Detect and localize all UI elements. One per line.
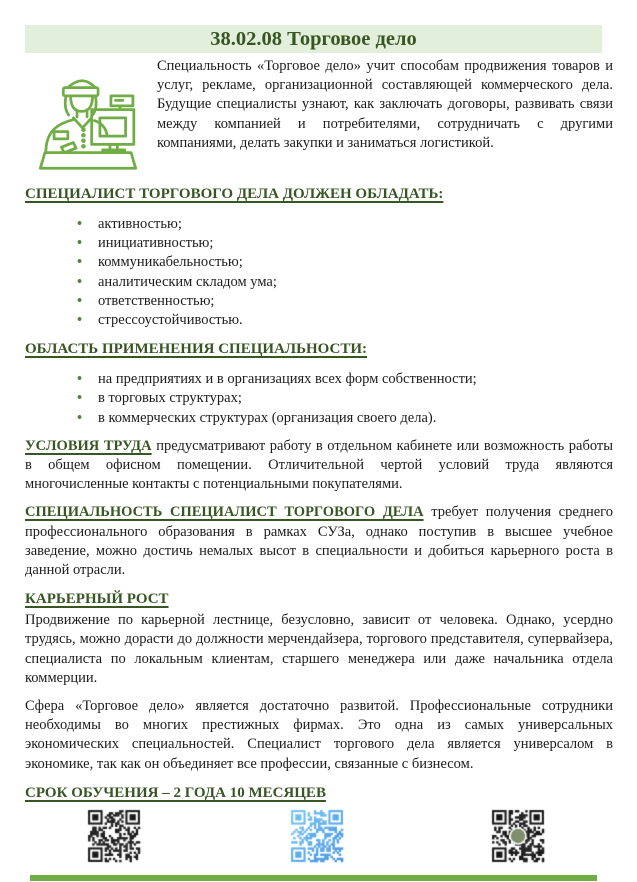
heading-qualities: СПЕЦИАЛИСТ ТОРГОВОГО ДЕЛА ДОЛЖЕН ОБЛАДАТЬ: [25, 186, 444, 202]
heading-career: КАРЬЕРНЫЙ РОСТ [25, 591, 169, 608]
list-item: • в торговых структурах; [98, 389, 613, 408]
heading-scope: ОБЛАСТЬ ПРИМЕНЕНИЯ СПЕЦИАЛЬНОСТИ: [25, 341, 368, 358]
list-item: • аналитическим складом ума; [98, 273, 613, 292]
qualities-list [25, 215, 613, 330]
footer-bar [30, 875, 597, 881]
list-item: • стрессоустойчивостью. [98, 311, 613, 330]
conditions-text: предусматривают работу в отдельном кабинете или возможность работы в общем офисном помещении. Отличительной чертой условий труда являются многочисленные контакты с потенциальными покупателями. [25, 437, 614, 493]
conditions-paragraph [25, 437, 613, 495]
qr-code-right [490, 808, 546, 864]
list-item: • на предприятиях и в организациях всех форм собственности; [98, 370, 613, 389]
qr-code-center [289, 808, 345, 864]
scope-list [25, 370, 613, 428]
title-bar [25, 25, 602, 53]
career-paragraph: Продвижение по карьерной лестнице, безусловно, зависит от человека. Однако, усердно трудясь, можно дорасти до должности мерчендайзера, торгового представителя, супервайзера, специалиста по локальным клиентам, старшего менеджера или даже начальника отдела коммерции. [25, 612, 613, 686]
qr-code-row [25, 808, 613, 866]
intro-paragraph: Специальность «Торговое дело» учит способам продвижения товаров и услуг, рекламе, организационной составляющей коммерческого дела. Будущие специалисты узнают, как заключать договоры, развивать связи между компанией и потребителями, сотрудничать с другими компаниями, делать закупки и заниматься логистикой. [157, 58, 613, 151]
qr-code-left [86, 808, 142, 864]
list-item: • активностью; [98, 215, 613, 234]
heading-duration: СРОК ОБУЧЕНИЯ – 2 ГОДА 10 МЕСЯЦЕВ [25, 784, 326, 801]
conditions-lead: УСЛОВИЯ ТРУДА [25, 437, 152, 454]
sphere-paragraph: Сфера «Торговое дело» является достаточно развитой. Профессиональные сотрудники необходимы во многих престижных фирмах. Это одна из самых универсальных экономических специальностей. Специалист торгового дела является универсалом в экономике, так как он объединяет все профессии, связанные с бизнесом. [25, 698, 613, 772]
list-item: • коммуникабельностью; [98, 253, 613, 272]
list-item: • в коммерческих структурах (организация своего дела). [98, 409, 613, 428]
specialty-lead: СПЕЦИАЛЬНОСТЬ СПЕЦИАЛИСТ ТОРГОВОГО ДЕЛА [25, 504, 424, 521]
specialty-paragraph [25, 503, 613, 580]
specialty-text: требует получения среднего профессионального образования в рамках СУЗа, однако поступив в высшее учебное заведение, можно достичь немалых высот в специальности и добиться карьерного роста в данной отрасли. [25, 504, 613, 579]
page-title: 38.02.08 Торговое дело [210, 28, 417, 50]
list-item: • инициативностью; [98, 234, 613, 253]
intro-section [25, 57, 613, 175]
cashier-icon [33, 61, 143, 171]
list-item: • ответственностью; [98, 292, 613, 311]
